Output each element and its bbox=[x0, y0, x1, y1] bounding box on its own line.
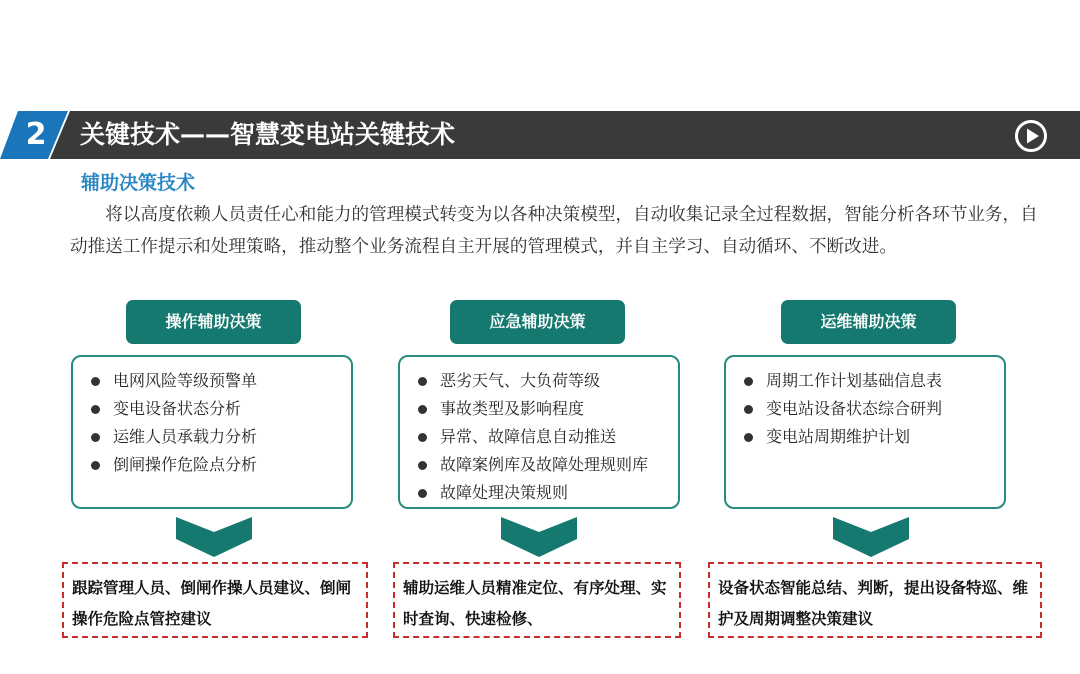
section-heading: 辅助决策技术 bbox=[81, 172, 196, 194]
chevron-down-icon bbox=[501, 517, 577, 557]
page-title: 关键技术——智慧变电站关键技术 bbox=[80, 120, 456, 149]
list-item: 异常、故障信息自动推送 bbox=[414, 423, 678, 451]
bullet-icon bbox=[744, 405, 753, 414]
list-item: 故障案例库及故障处理规则库 bbox=[414, 451, 678, 479]
list-item: 恶劣天气、大负荷等级 bbox=[414, 367, 678, 395]
card-maintenance bbox=[724, 355, 1006, 509]
list-item: 倒闸操作危险点分析 bbox=[87, 451, 351, 479]
bullet-icon bbox=[744, 433, 753, 442]
list-item: 运维人员承载力分析 bbox=[87, 423, 351, 451]
bullet-icon bbox=[418, 405, 427, 414]
list-item: 事故类型及影响程度 bbox=[414, 395, 678, 423]
column-title-maintenance: 运维辅助决策 bbox=[781, 300, 956, 344]
intro-paragraph: 将以高度依赖人员责任心和能力的管理模式转变为以各种决策模型，自动收集记录全过程数据，智能分析各环节业务，自动推送工作提示和处理策略，推动整个业务流程自主开展的管理模式，并自主学习、自动循环、不断改进。 bbox=[70, 205, 1038, 257]
list-item: 电网风险等级预警单 bbox=[87, 367, 351, 395]
chevron-down-icon bbox=[833, 517, 909, 557]
section-number: 2 bbox=[25, 117, 47, 152]
card-emergency bbox=[398, 355, 680, 509]
bullet-icon bbox=[418, 489, 427, 498]
card-operation bbox=[71, 355, 353, 509]
bullet-icon bbox=[91, 377, 100, 386]
list-item: 周期工作计划基础信息表 bbox=[740, 367, 1004, 395]
list-item: 变电站周期维护计划 bbox=[740, 423, 1004, 451]
bullet-icon bbox=[91, 405, 100, 414]
list-item: 变电设备状态分析 bbox=[87, 395, 351, 423]
chevron-down-icon bbox=[176, 517, 252, 557]
bullet-icon bbox=[91, 433, 100, 442]
bullet-icon bbox=[91, 461, 100, 470]
bullet-icon bbox=[744, 377, 753, 386]
bullet-icon bbox=[418, 433, 427, 442]
list-item: 变电站设备状态综合研判 bbox=[740, 395, 1004, 423]
result-box-maintenance: 设备状态智能总结、判断，提出设备特巡、维护及周期调整决策建议 bbox=[708, 562, 1042, 638]
play-circle-icon[interactable] bbox=[1014, 119, 1048, 153]
list-item: 故障处理决策规则 bbox=[414, 479, 678, 507]
result-box-emergency: 辅助运维人员精准定位、有序处理、实时查询、快速检修、 bbox=[393, 562, 681, 638]
column-title-operation: 操作辅助决策 bbox=[126, 300, 301, 344]
column-title-emergency: 应急辅助决策 bbox=[450, 300, 625, 344]
result-box-operation: 跟踪管理人员、倒闸作操人员建议、倒闸操作危险点管控建议 bbox=[62, 562, 368, 638]
bullet-icon bbox=[418, 377, 427, 386]
bullet-icon bbox=[418, 461, 427, 470]
